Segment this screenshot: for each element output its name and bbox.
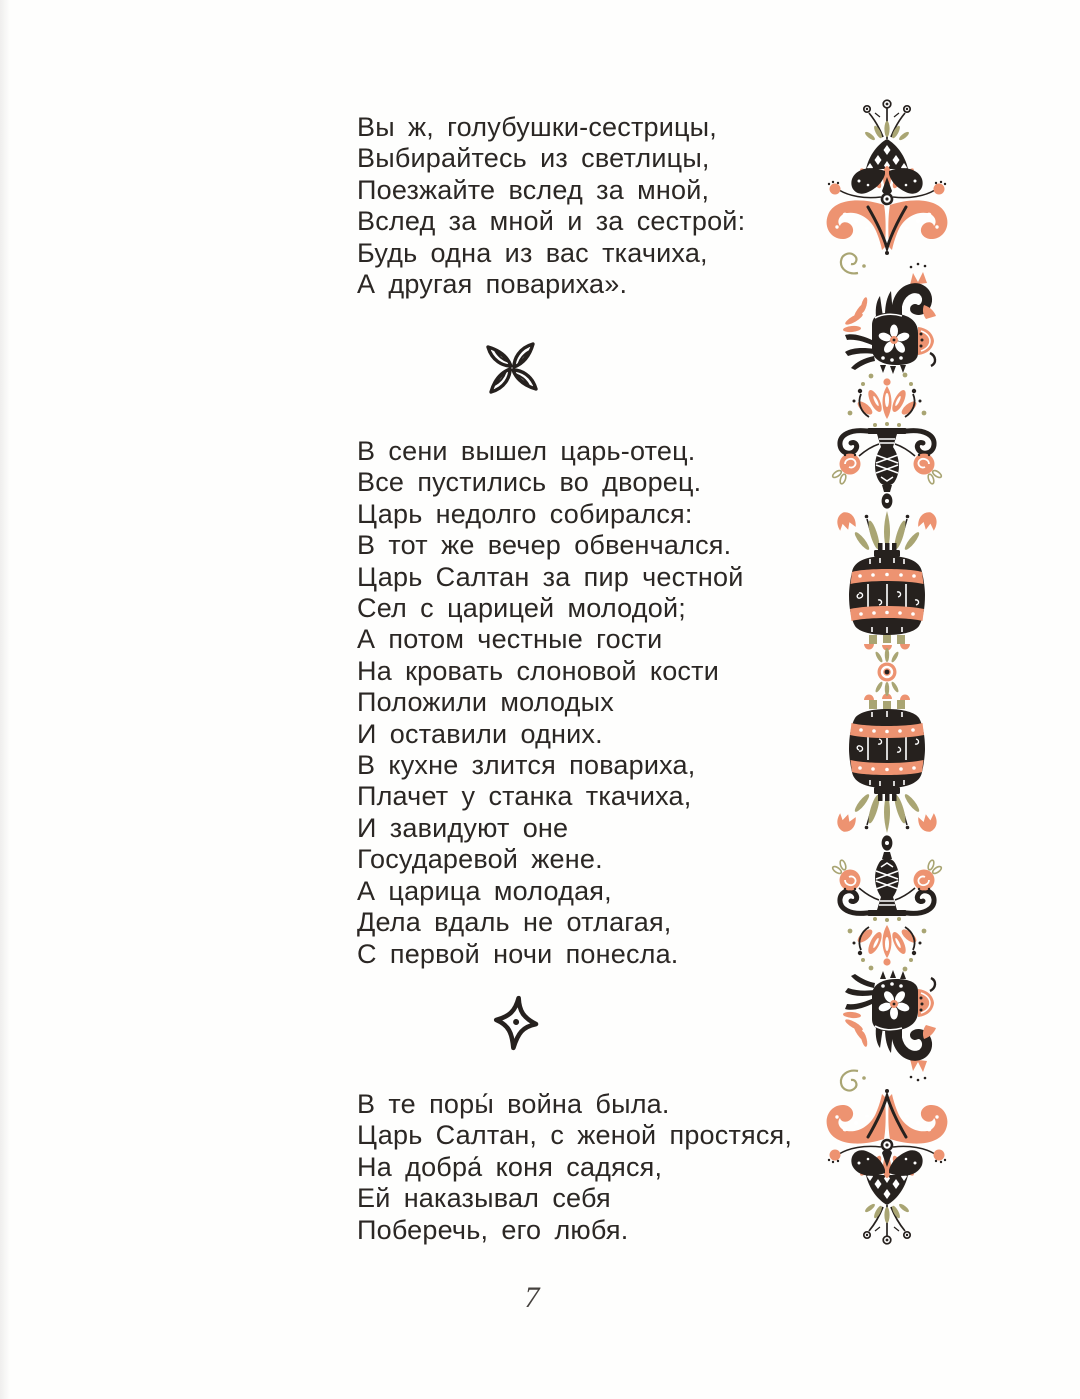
poem-line: Плачет у станка ткачиха,	[357, 781, 692, 812]
poem-line: Дела вдаль не отлагая,	[357, 907, 672, 938]
poem-line: Выбирайтесь из светлицы,	[357, 143, 710, 174]
ornament-top-half	[827, 100, 948, 650]
poem-line: А другая повариха».	[357, 269, 628, 300]
stanza-2	[357, 436, 744, 970]
folk-ornament-column	[812, 95, 962, 1249]
poem-line: В сени вышел царь-отец.	[357, 436, 696, 466]
poem-line: И оставили одних.	[357, 718, 603, 749]
poem-line: Все пустились во дворец.	[357, 467, 702, 498]
poem-line: Сел с царицей молодой;	[357, 593, 686, 624]
poem-line: И завидуют оне	[357, 812, 569, 843]
poem-line: Вслед за мной и за сестрой:	[357, 206, 746, 237]
poem-line: Ей наказывал себя	[357, 1183, 611, 1214]
poem-line: Царь Салтан, с женой простяся,	[357, 1120, 793, 1151]
poem-line: Поезжайте вслед за мной,	[357, 174, 710, 205]
poem-line: Положили молодых	[357, 687, 614, 718]
poem-line: Царь Салтан за пир честной	[357, 561, 744, 592]
poem-line: А потом честные гости	[357, 624, 663, 655]
stanza-divider-star-icon	[489, 994, 543, 1059]
stanza-divider-four-petal-icon	[483, 341, 541, 402]
poem-line: Поберечь, его любя.	[357, 1214, 629, 1245]
page-edge-shadow	[0, 0, 10, 1399]
page-number: 7	[524, 1281, 540, 1314]
poem-line: В кухне злится повариха,	[357, 750, 696, 781]
poem-line: На кровать слоновой кости	[357, 655, 719, 686]
poem-line: Вы ж, голубушки-сестрицы,	[357, 112, 717, 142]
poem-line: В те поры́ война была.	[357, 1089, 670, 1119]
poem-line: В тот же вечер обвенчался.	[357, 530, 732, 561]
ornament-bottom-half-mirrored	[827, 694, 948, 1244]
poem-line: Государевой жене.	[357, 844, 603, 875]
berry-flower-motif	[874, 648, 899, 696]
poem-line: Царь недолго собирался:	[357, 498, 693, 529]
poem-line: С первой ночи понесла.	[357, 938, 679, 969]
poem-line: А царица молодая,	[357, 875, 612, 906]
poem-line: На добра́ коня садяся,	[357, 1151, 663, 1182]
stanza-1	[357, 112, 745, 300]
poem-line: Будь одна из вас ткачиха,	[357, 237, 708, 268]
stanza-3	[357, 1089, 792, 1246]
